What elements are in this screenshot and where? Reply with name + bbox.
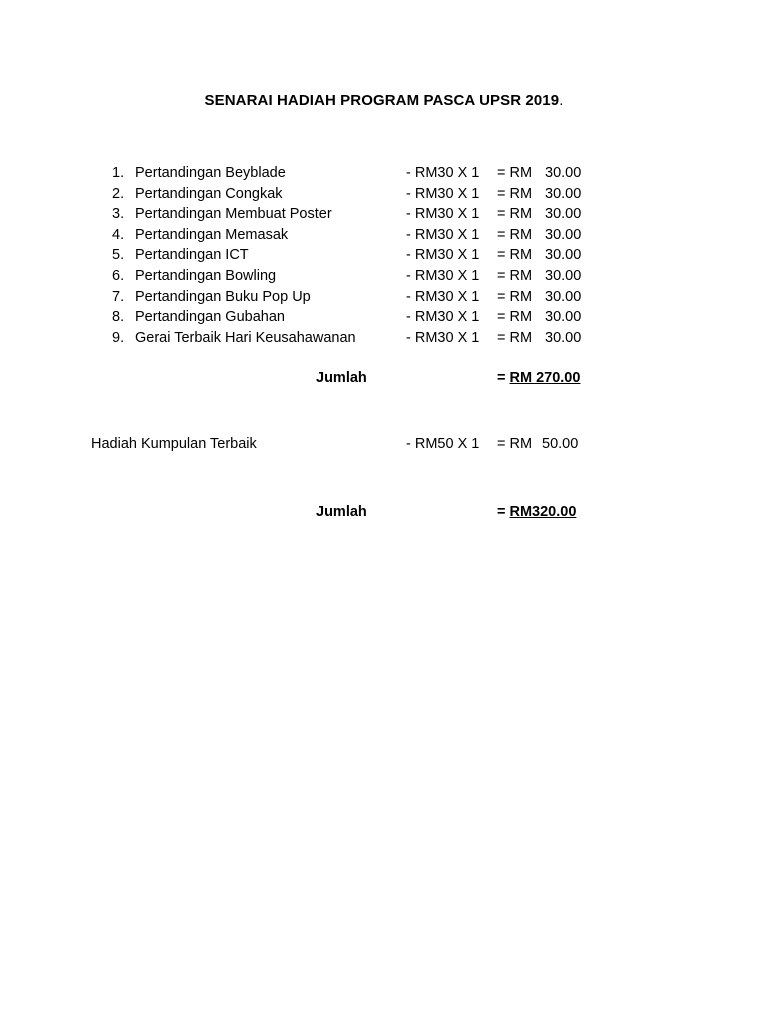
prize-item-name: Pertandingan Memasak — [135, 226, 289, 243]
prize-item — [0, 287, 768, 308]
prize-item-rate: - RM30 X 1 — [406, 309, 480, 326]
subtotal-label: Jumlah — [316, 370, 367, 386]
title-text: SENARAI HADIAH PROGRAM PASCA UPSR 2019 — [204, 92, 560, 109]
prize-item-amount: 30.00 — [545, 165, 582, 181]
best-group-prize-eq: = RM — [497, 436, 533, 452]
subtotal-value: RM 270.00 — [509, 370, 581, 386]
prize-item-name: Pertandingan Congkak — [135, 185, 283, 202]
prize-item-amount: 30.00 — [545, 185, 582, 202]
prize-item-amount: 30.00 — [545, 329, 582, 346]
prize-item-amount: 30.00 — [545, 206, 582, 223]
grand-total-row — [0, 502, 768, 522]
prize-item-eq: = RM — [497, 267, 533, 284]
prize-item-rate: - RM30 X 1 — [406, 329, 480, 346]
subtotal-row — [0, 368, 768, 388]
prize-item — [0, 266, 768, 287]
prize-item-name: Pertandingan Bowling — [135, 267, 277, 284]
prize-item-name: Pertandingan Beyblade — [135, 165, 286, 181]
grand-total-amount — [497, 502, 576, 522]
prize-item-rate: - RM30 X 1 — [406, 247, 480, 264]
document-title — [0, 92, 768, 109]
prize-item-amount: 30.00 — [545, 226, 582, 243]
prize-item-amount: 30.00 — [545, 288, 582, 305]
prize-item-rate: - RM30 X 1 — [406, 185, 480, 202]
prize-item-eq: = RM — [497, 226, 533, 243]
prize-item — [0, 225, 768, 246]
prize-item-rate: - RM30 X 1 — [406, 226, 480, 243]
grand-total-label: Jumlah — [316, 504, 367, 520]
prize-item-number: 1. — [112, 165, 125, 181]
prize-item — [0, 163, 768, 184]
prize-item-rate: - RM30 X 1 — [406, 288, 480, 305]
prize-item-eq: = RM — [497, 206, 533, 223]
best-group-prize-name: Hadiah Kumpulan Terbaik — [91, 436, 257, 452]
prize-item-name: Pertandingan Membuat Poster — [135, 206, 332, 223]
prize-item-number: 4. — [112, 226, 125, 243]
prize-item-eq: = RM — [497, 288, 533, 305]
best-group-prize-rate: - RM50 X 1 — [406, 436, 480, 452]
prize-item-eq: = RM — [497, 165, 533, 181]
prize-item-eq: = RM — [497, 309, 533, 326]
prize-item — [0, 328, 768, 349]
best-group-prize-amount: 50.00 — [542, 436, 579, 452]
title-punct: . — [559, 92, 564, 109]
prize-item-number: 9. — [112, 329, 125, 346]
best-group-prize-row — [0, 434, 768, 454]
prize-item-number: 7. — [112, 288, 125, 305]
prize-item — [0, 307, 768, 328]
subtotal-eq: = — [497, 370, 510, 386]
prize-item-amount: 30.00 — [545, 267, 582, 284]
prize-item-number: 5. — [112, 247, 125, 264]
prize-item-rate: - RM30 X 1 — [406, 165, 480, 181]
prize-item-amount: 30.00 — [545, 247, 582, 264]
prize-item-name: Pertandingan ICT — [135, 247, 249, 264]
prize-item-name: Pertandingan Gubahan — [135, 309, 285, 326]
prize-list — [0, 163, 768, 348]
grand-total-value: RM320.00 — [509, 504, 577, 520]
prize-item — [0, 184, 768, 205]
subtotal-amount — [497, 368, 580, 388]
prize-item-number: 2. — [112, 185, 125, 202]
prize-item-name: Gerai Terbaik Hari Keusahawanan — [135, 329, 356, 346]
prize-item — [0, 245, 768, 266]
prize-item-rate: - RM30 X 1 — [406, 267, 480, 284]
prize-item-eq: = RM — [497, 247, 533, 264]
prize-item-eq: = RM — [497, 185, 533, 202]
prize-item-number: 8. — [112, 309, 125, 326]
prize-item-name: Pertandingan Buku Pop Up — [135, 288, 311, 305]
prize-item-eq: = RM — [497, 329, 533, 346]
prize-item-rate: - RM30 X 1 — [406, 206, 480, 223]
prize-item-amount: 30.00 — [545, 309, 582, 326]
prize-item — [0, 204, 768, 225]
prize-item-number: 6. — [112, 267, 125, 284]
prize-item-number: 3. — [112, 206, 125, 223]
grand-total-eq: = — [497, 504, 510, 520]
